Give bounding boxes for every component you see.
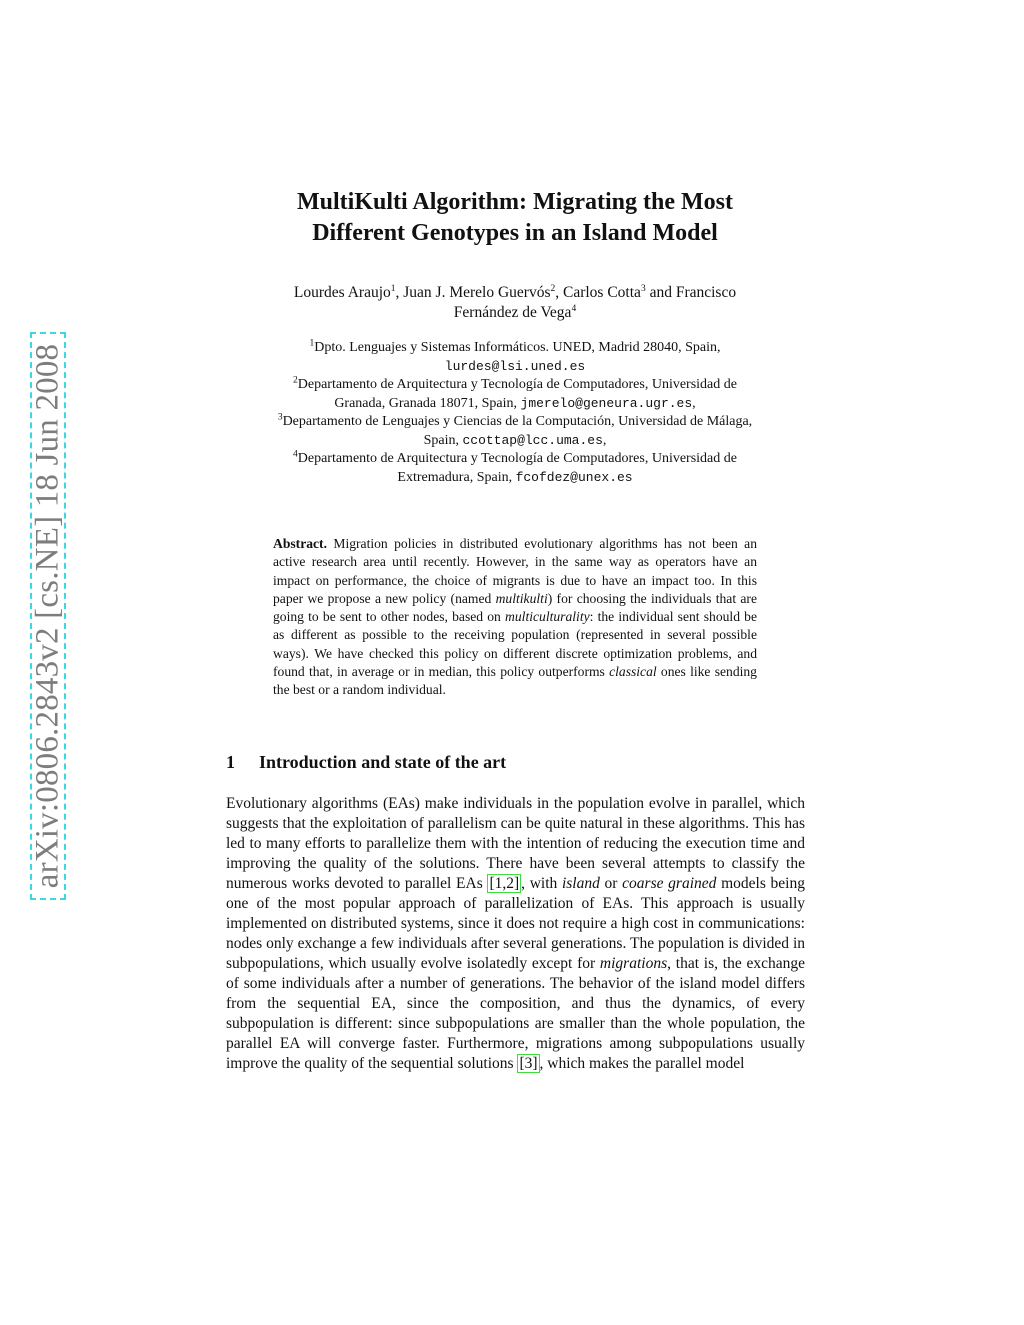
section-number: 1 <box>226 752 235 772</box>
intro-paragraph <box>226 794 805 1074</box>
affiliation-mark: 2 <box>293 375 298 386</box>
author-name: , Carlos Cotta <box>555 284 641 301</box>
affiliation-mark: 3 <box>277 412 283 423</box>
abstract-text: ) for choosing the individuals that are going to be sent to other nodes, based on <box>273 590 757 625</box>
section-heading <box>226 752 506 773</box>
abstract-emphasis: multikulti <box>495 590 548 606</box>
abstract-block <box>273 535 757 700</box>
body-text: models being one of the most popular approach of parallelization of EAs. This approach is usually implemented on distributed systems, since it does not require a high cost in communications: nodes only exchange a few individuals after several generations. The population is divided in subpopulations, which usually evolve isolatedly except for <box>226 875 805 972</box>
author-name: Fernández de Vega <box>453 304 572 321</box>
affiliation-2-line-2 <box>200 395 830 414</box>
body-text: , with <box>521 875 562 892</box>
abstract-emphasis: multiculturality <box>505 609 590 625</box>
affiliation-punctuation: , <box>602 432 607 448</box>
author-affiliation-mark: 3 <box>640 283 646 294</box>
author-name: and Francisco <box>645 284 737 301</box>
affiliation-text: Dpto. Lenguajes y Sistemas Informáticos. UNED, Madrid 28040, Spain, <box>314 340 721 355</box>
title-line-1: MultiKulti Algorithm: Migrating the Most <box>297 189 733 215</box>
author-affiliation-mark: 2 <box>550 283 556 294</box>
body-emphasis: island <box>561 875 600 892</box>
body-emphasis: coarse grained <box>622 875 717 892</box>
affiliation-3-line-2 <box>200 432 830 451</box>
body-text: Evolutionary algorithms (EAs) make individuals in the population evolve in parallel, which suggests that the exploitation of parallelism can be quite natural in these algorithms. This has led to many efforts to parallelize them with the intention of reducing the execution time and improving the quality of the solutions. There have been several attempts to classify the numerous works devoted to parallel EAs <box>226 795 805 892</box>
affiliation-mark: 1 <box>309 338 315 349</box>
abstract-text: ones like sending the best or a random individual. <box>273 664 757 698</box>
body-text: , that is, the exchange of some individuals after a number of generations. The behavior of the island model differs from the sequential EA, since the composition, and thus the dynamics, of every subpopulation is different: since subpopulations are smaller than the whole population, the parallel EA will converge faster. Furthermore, migrations among subpopulations usually improve the quality of the sequential solutions <box>226 955 805 1072</box>
arxiv-side-stamp <box>30 332 66 900</box>
citation-link[interactable]: [3] <box>519 1055 538 1072</box>
affiliation-3 <box>200 413 830 432</box>
affiliation-1 <box>200 339 830 358</box>
affiliation-mark: 4 <box>293 449 298 460</box>
body-text: or <box>599 875 623 892</box>
body-text: , which makes the parallel model <box>539 1055 745 1072</box>
affiliation-4-line-2 <box>200 469 830 488</box>
title-line-2: Different Genotypes in an Island Model <box>312 220 718 246</box>
section-title: Introduction and state of the art <box>259 752 507 772</box>
affiliation-2 <box>200 376 830 395</box>
author-list <box>200 283 830 323</box>
affiliation-text: Departamento de Arquitectura y Tecnología de Computadores, Universidad de <box>297 451 737 466</box>
author-name: , Juan J. Merelo Guervós <box>395 284 551 301</box>
affiliation-punctuation: , <box>692 395 696 411</box>
affiliation-text: Departamento de Lenguajes y Ciencias de la Computación, Universidad de Málaga, <box>282 414 753 429</box>
abstract-label: Abstract. <box>273 536 327 551</box>
affiliation-text: Departamento de Arquitectura y Tecnología de Computadores, Universidad de <box>297 377 737 392</box>
affiliation-text: Spain, <box>423 432 463 448</box>
abstract-emphasis: classical <box>609 664 657 680</box>
abstract-text: Migration policies in distributed evolutionary algorithms has not been an active research area until recently. However, in the same way as operators have an impact on performance, the choice of migrants is due to have an impact too. In this paper we propose a new policy (named <box>273 536 757 606</box>
affiliation-text: Granada, Granada 18071, Spain, <box>334 395 521 411</box>
affiliation-list <box>200 339 830 487</box>
paper-title <box>200 187 830 249</box>
body-emphasis: migrations <box>599 955 668 972</box>
author-line-1 <box>200 283 830 303</box>
citation-link[interactable]: [1,2] <box>489 875 520 892</box>
affiliation-email[interactable]: fcofdez@unex.es <box>515 469 633 485</box>
author-name: Lourdes Araujo <box>293 284 391 301</box>
author-affiliation-mark: 1 <box>390 283 396 294</box>
affiliation-1-email-line <box>200 358 830 377</box>
affiliation-text: Extremadura, Spain, <box>397 469 516 485</box>
affiliation-email[interactable]: ccottap@lcc.uma.es <box>462 432 603 448</box>
author-affiliation-mark: 4 <box>571 303 577 314</box>
author-line-2 <box>200 303 830 323</box>
affiliation-email[interactable]: jmerelo@geneura.ugr.es <box>520 395 693 411</box>
abstract-text: : the individual sent should be as different as possible to the receiving population (represented in several possible ways). We have checked this policy on different discrete optimization problems, and found that, in average or in median, this policy outperforms <box>273 609 758 680</box>
affiliation-email[interactable]: lurdes@lsi.uned.es <box>444 358 586 374</box>
arxiv-identifier: arXiv:0806.2843v2 [cs.NE] 18 Jun 2008 <box>29 343 66 889</box>
affiliation-4 <box>200 450 830 469</box>
